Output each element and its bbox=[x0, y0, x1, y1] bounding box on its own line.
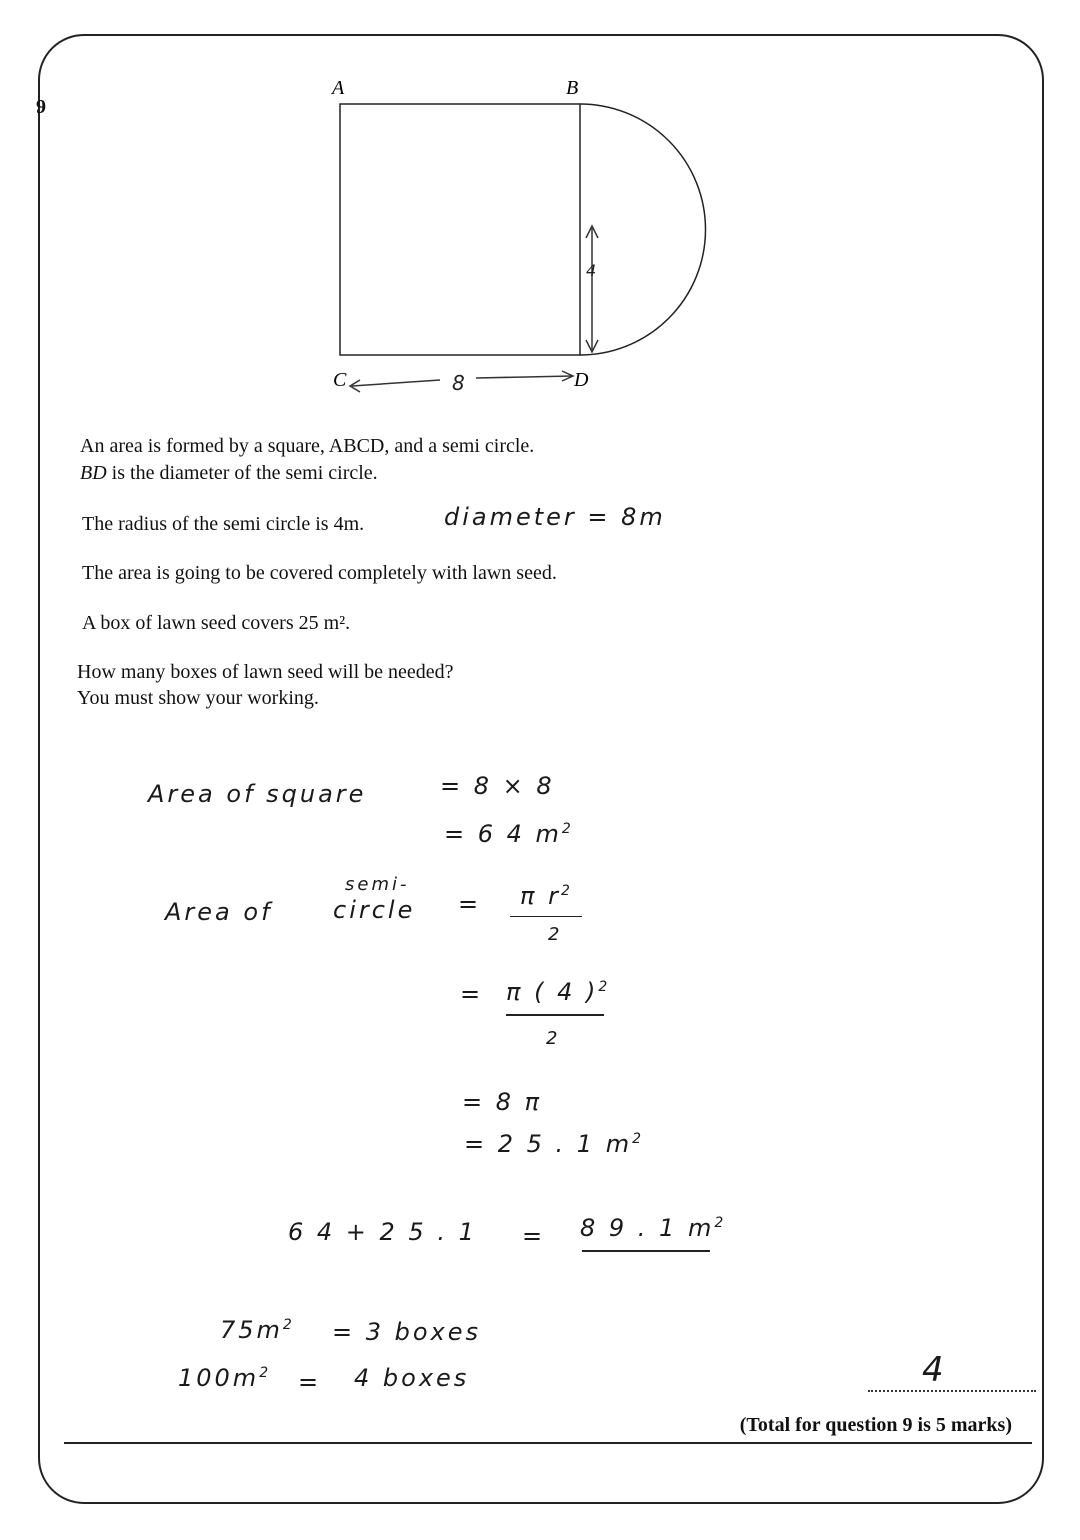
question-number: 9 bbox=[36, 96, 46, 118]
semi-label-semi: semi- bbox=[345, 874, 410, 895]
square-eq-1: = 8 × 8 bbox=[440, 772, 555, 800]
semi-eq-3: = 8 π bbox=[462, 1088, 543, 1116]
semi-eq-1-den: 2 bbox=[548, 924, 563, 945]
sum-result: 8 9 . 1 $m^2$ bbox=[580, 1214, 727, 1242]
radius-label: 4 bbox=[586, 261, 597, 280]
square-label: Area of square bbox=[148, 780, 367, 808]
semi-eq-2-num: π ( 4 )$^2$ bbox=[506, 978, 611, 1006]
sum-left: 6 4 + 2 5 . 1 bbox=[288, 1218, 477, 1246]
label-a: A bbox=[332, 77, 345, 99]
semi-eq-4: = 2 5 . 1 $m^2$ bbox=[464, 1130, 644, 1158]
answer-line bbox=[868, 1382, 1036, 1392]
boxes-2-left: $100m^2$ bbox=[178, 1364, 272, 1392]
diameter-note: diameter = 8m bbox=[444, 503, 666, 531]
text-ask-2: You must show your working. bbox=[77, 687, 319, 709]
text-box: A box of lawn seed covers 25 m². bbox=[82, 612, 351, 634]
semi-eq-2-den: 2 bbox=[546, 1028, 561, 1049]
semi-eq-2-sign: = bbox=[460, 980, 484, 1008]
sum-eq: = bbox=[522, 1222, 546, 1250]
bottom-rule bbox=[64, 1442, 1032, 1444]
semi-label-area: Area of bbox=[165, 898, 273, 926]
semi-label-circle: circle bbox=[333, 896, 416, 924]
square-abcd bbox=[340, 104, 580, 355]
boxes-1-left: $75m^2$ bbox=[220, 1316, 295, 1344]
side-label: 8 bbox=[452, 371, 465, 395]
label-b: B bbox=[566, 77, 579, 99]
square-eq-2: = 6 4 $m^2$ bbox=[444, 820, 574, 848]
diagram bbox=[0, 0, 1080, 420]
total-marks: (Total for question 9 is 5 marks) bbox=[739, 1414, 1012, 1436]
boxes-1-right: = 3 boxes bbox=[332, 1318, 482, 1346]
boxes-2-eq: = bbox=[298, 1368, 322, 1396]
answer-value: 4 bbox=[922, 1350, 947, 1390]
text-line-1: An area is formed by a square, ABCD, and a semi circle. bbox=[80, 435, 535, 457]
semicircle bbox=[580, 104, 706, 355]
fraction-bar-1 bbox=[510, 916, 582, 917]
label-d: D bbox=[574, 369, 589, 391]
semi-eq-1-num: π $r^2$ bbox=[520, 882, 573, 910]
text-radius: The radius of the semi circle is 4m. bbox=[82, 513, 365, 535]
boxes-2-right: 4 boxes bbox=[354, 1364, 470, 1392]
semi-eq-1-sign: = bbox=[458, 890, 482, 918]
bd-label: BD bbox=[80, 462, 107, 484]
text-cover: The area is going to be covered completely with lawn seed. bbox=[82, 562, 557, 584]
fraction-bar-2 bbox=[506, 1014, 604, 1016]
label-c: C bbox=[333, 369, 347, 391]
text-line-2: BD is the diameter of the semi circle. bbox=[80, 462, 378, 484]
text-ask-1: How many boxes of lawn seed will be needed? bbox=[77, 661, 454, 683]
result-underline bbox=[582, 1250, 710, 1252]
